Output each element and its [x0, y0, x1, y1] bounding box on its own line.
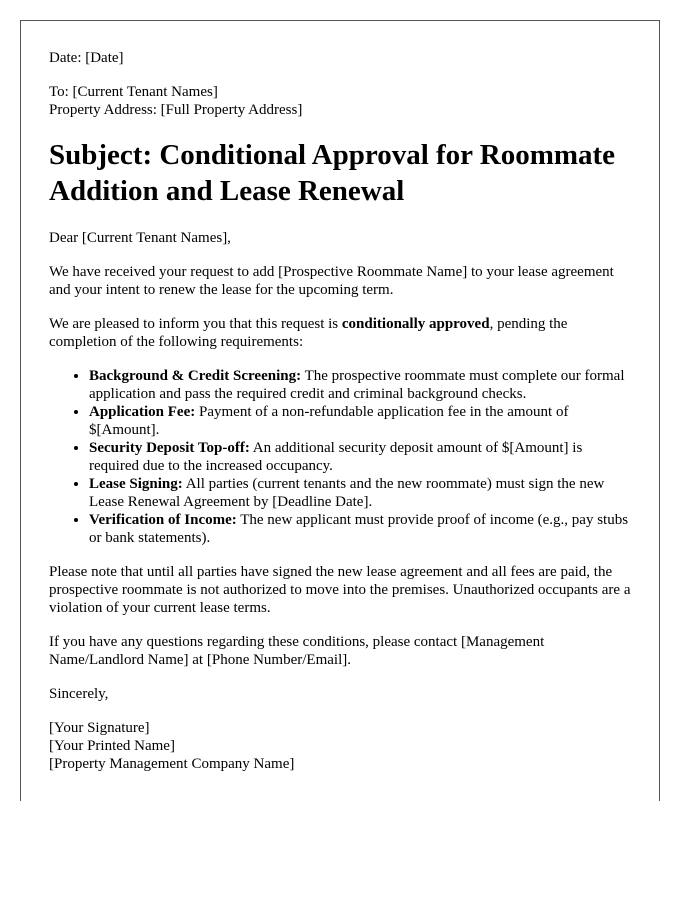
requirement-title: Verification of Income:: [89, 512, 237, 528]
requirement-title: Lease Signing:: [89, 476, 183, 492]
requirement-text: Payment of a non-refundable application fee in the amount of $[Amount].: [89, 404, 569, 438]
requirement-item: [89, 367, 631, 403]
letter-page: [20, 20, 660, 801]
requirement-item: [89, 439, 631, 475]
approval-status-bold: conditionally approved: [341, 316, 490, 332]
recipient-line: To: [Current Tenant Names]: [49, 84, 218, 100]
requirement-text: An additional security deposit amount of $[Amount] is required due to the increased occupancy.: [89, 440, 583, 474]
requirement-item: [89, 475, 631, 511]
requirement-text: The prospective roommate must complete our formal application and pass the required credit and criminal background checks.: [89, 368, 625, 402]
subject-heading: Subject: Conditional Approval for Roommate Addition and Lease Renewal: [49, 139, 616, 207]
approval-text-after: , pending the completion of the following requirements:: [49, 316, 568, 350]
date-line: Date: [Date]: [49, 50, 124, 66]
salutation: Dear [Current Tenant Names],: [49, 230, 231, 246]
requirement-text: All parties (current tenants and the new roommate) must sign the new Lease Renewal Agreement by [Deadline Date].: [89, 476, 605, 510]
approval-paragraph: [49, 315, 631, 351]
closing: Sincerely,: [49, 686, 109, 702]
requirements-list: [49, 367, 631, 547]
signature-line: [Your Signature]: [49, 720, 150, 736]
printed-name-line: [Your Printed Name]: [49, 738, 175, 754]
requirement-text: The new applicant must provide proof of income (e.g., pay stubs or bank statements).: [89, 512, 629, 546]
requirement-item: [89, 403, 631, 439]
requirement-item: [89, 511, 631, 547]
approval-text-before: We are pleased to inform you that this request is: [49, 316, 342, 332]
requirement-title: Application Fee:: [89, 404, 196, 420]
company-name-line: [Property Management Company Name]: [49, 756, 295, 772]
intro-paragraph: We have received your request to add [Prospective Roommate Name] to your lease agreement and your intent to renew the lease for the upcoming term.: [49, 264, 614, 298]
property-address-line: Property Address: [Full Property Address]: [49, 102, 303, 118]
requirement-title: Security Deposit Top-off:: [89, 440, 250, 456]
requirement-title: Background & Credit Screening:: [89, 368, 302, 384]
contact-paragraph: If you have any questions regarding these conditions, please contact [Management Name/Landlord Name] at [Phone Number/Email].: [49, 634, 545, 668]
note-paragraph: Please note that until all parties have signed the new lease agreement and all fees are paid, the prospective roommate is not authorized to move into the premises. Unauthorized occupants are a violation of your current lease terms.: [49, 564, 631, 616]
